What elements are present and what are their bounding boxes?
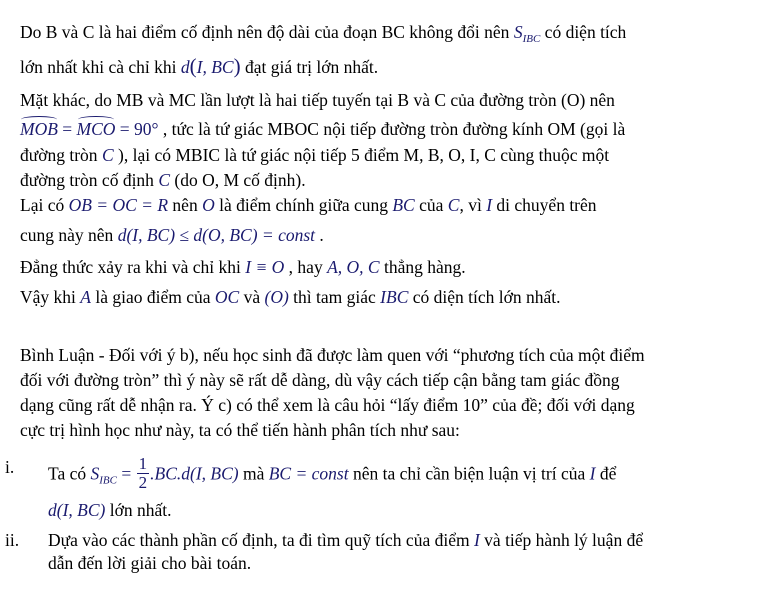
text: đường tròn cố định bbox=[20, 170, 159, 190]
paren: ) bbox=[233, 54, 241, 78]
paragraph-2-line-3 bbox=[20, 145, 609, 165]
fraction-numerator: 1 bbox=[138, 454, 148, 473]
paragraph-1-line-1 bbox=[20, 22, 626, 49]
comment-line-2 bbox=[20, 370, 620, 390]
math-expression: d(I, BC) bbox=[48, 500, 106, 520]
text: là giao điểm của bbox=[90, 287, 215, 307]
math-eq: = bbox=[117, 463, 136, 484]
text: thẳng hàng. bbox=[379, 257, 466, 277]
paragraph-2-line-1 bbox=[20, 90, 615, 110]
paren: ( bbox=[189, 54, 197, 78]
text: dạng cũng rất dễ nhận ra. Ý c) có thể xem là câu hỏi “lấy điểm 10” của đề; đối với dạng bbox=[20, 395, 635, 415]
text: Do B và C là hai điểm cố định nên độ dài của đoạn BC không đổi nên bbox=[20, 22, 514, 42]
math-fraction bbox=[137, 455, 150, 492]
math-circle-c: C bbox=[447, 195, 460, 215]
math-point: I bbox=[473, 530, 480, 550]
math-circle-c: C bbox=[101, 145, 114, 165]
math-circle-c: C bbox=[158, 170, 170, 190]
text: ), lại có MBIC là tứ giác nội tiếp 5 điểm M, B, O, I, C cùng thuộc một bbox=[113, 145, 610, 165]
math-args: I, BC bbox=[196, 57, 234, 77]
math-expression: BC = const bbox=[268, 463, 349, 484]
list-item-line-2 bbox=[48, 553, 251, 574]
text: nên bbox=[168, 195, 203, 215]
text: và bbox=[239, 287, 265, 307]
paragraph-2-line-4 bbox=[20, 170, 306, 190]
list-item-line-1 bbox=[48, 454, 617, 494]
text: của bbox=[414, 195, 448, 215]
math-area-symbol: S bbox=[90, 463, 100, 484]
text: Ta có bbox=[48, 463, 91, 484]
text: , vì bbox=[459, 195, 487, 215]
text: lớn nhất. bbox=[105, 500, 172, 520]
text: có diện tích bbox=[540, 22, 627, 42]
math-distance: d bbox=[180, 57, 190, 77]
text: . bbox=[315, 225, 324, 245]
math-expression: .BC.d(I, BC) bbox=[150, 463, 239, 484]
text: Lại có bbox=[20, 195, 69, 215]
list-marker: ii. bbox=[5, 530, 20, 550]
text: Dựa vào các thành phần cố định, ta đi tìm quỹ tích của điểm bbox=[48, 530, 474, 550]
math-arc: BC bbox=[392, 195, 415, 215]
text: Đẳng thức xảy ra khi và chỉ khi bbox=[20, 257, 246, 277]
math-segment: OC bbox=[214, 287, 240, 307]
text: di chuyển trên bbox=[492, 195, 597, 215]
text: có diện tích lớn nhất. bbox=[408, 287, 561, 307]
text: dẫn đến lời giải cho bài toán. bbox=[48, 553, 252, 573]
paragraph-2-line-2 bbox=[20, 119, 625, 139]
math-expression: I ≡ O bbox=[245, 257, 285, 277]
text: đạt giá trị lớn nhất. bbox=[240, 57, 379, 77]
math-subscript: IBC bbox=[99, 474, 117, 487]
text: mà bbox=[238, 463, 269, 484]
math-point: A bbox=[80, 287, 91, 307]
text: để bbox=[595, 463, 617, 484]
text: và tiếp hành lý luận để bbox=[479, 530, 644, 550]
math-expression: OB = OC = R bbox=[68, 195, 169, 215]
text: cung này nên bbox=[20, 225, 118, 245]
math-point: I bbox=[589, 463, 596, 484]
math-angle-mco: MCO bbox=[76, 119, 116, 139]
text: lớn nhất khi cà chỉ khi bbox=[20, 57, 181, 77]
comment-line-4 bbox=[20, 420, 460, 440]
text: Bình Luận - Đối với ý b), nếu học sinh đã được làm quen với “phương tích của một điểm bbox=[20, 345, 645, 365]
text: (do O, M cố định). bbox=[170, 170, 306, 190]
comment-line-1 bbox=[20, 345, 645, 365]
text: đối với đường tròn” thì ý này sẽ rất dễ dàng, dù vậy cách tiếp cận bằng tam giác đồng bbox=[20, 370, 620, 390]
paragraph-3-line-2 bbox=[20, 225, 324, 245]
math-eq: = bbox=[57, 119, 77, 139]
math-triangle: IBC bbox=[380, 287, 409, 307]
math-angle-mob: MOB bbox=[20, 119, 58, 139]
text: , hay bbox=[284, 257, 328, 277]
text: nên ta chỉ cần biện luận vị trí của bbox=[348, 463, 590, 484]
paragraph-3-line-1 bbox=[20, 195, 597, 215]
math-value: = 90° bbox=[115, 119, 159, 139]
text: là điểm chính giữa cung bbox=[214, 195, 393, 215]
list-marker: i. bbox=[5, 457, 15, 477]
list-item-line-2 bbox=[48, 500, 171, 521]
text: cực trị hình học như này, ta có thể tiến hành phân tích như sau: bbox=[20, 420, 460, 440]
text: thì tam giác bbox=[288, 287, 381, 307]
comment-line-3 bbox=[20, 395, 635, 415]
text: Mặt khác, do MB và MC lần lượt là hai tiếp tuyến tại B và C của đường tròn (O) nên bbox=[20, 90, 615, 110]
list-item-line-1 bbox=[48, 530, 643, 551]
text: đường tròn bbox=[20, 145, 102, 165]
math-point: I bbox=[486, 195, 493, 215]
math-expression: A, O, C bbox=[327, 257, 380, 277]
paragraph-1-line-2 bbox=[20, 56, 378, 77]
text: Vậy khi bbox=[20, 287, 81, 307]
text: , tức là tứ giác MBOC nội tiếp đường tròn đường kính OM (gọi là bbox=[158, 119, 626, 139]
paragraph-4 bbox=[20, 257, 466, 277]
fraction-denominator: 2 bbox=[138, 473, 148, 492]
paragraph-5 bbox=[20, 287, 561, 307]
math-circle: (O) bbox=[264, 287, 289, 307]
math-subscript: IBC bbox=[522, 33, 541, 45]
math-inequality: d(I, BC) ≤ d(O, BC) = const bbox=[117, 225, 316, 245]
math-point: O bbox=[202, 195, 215, 215]
math-area-symbol: S bbox=[513, 22, 523, 42]
